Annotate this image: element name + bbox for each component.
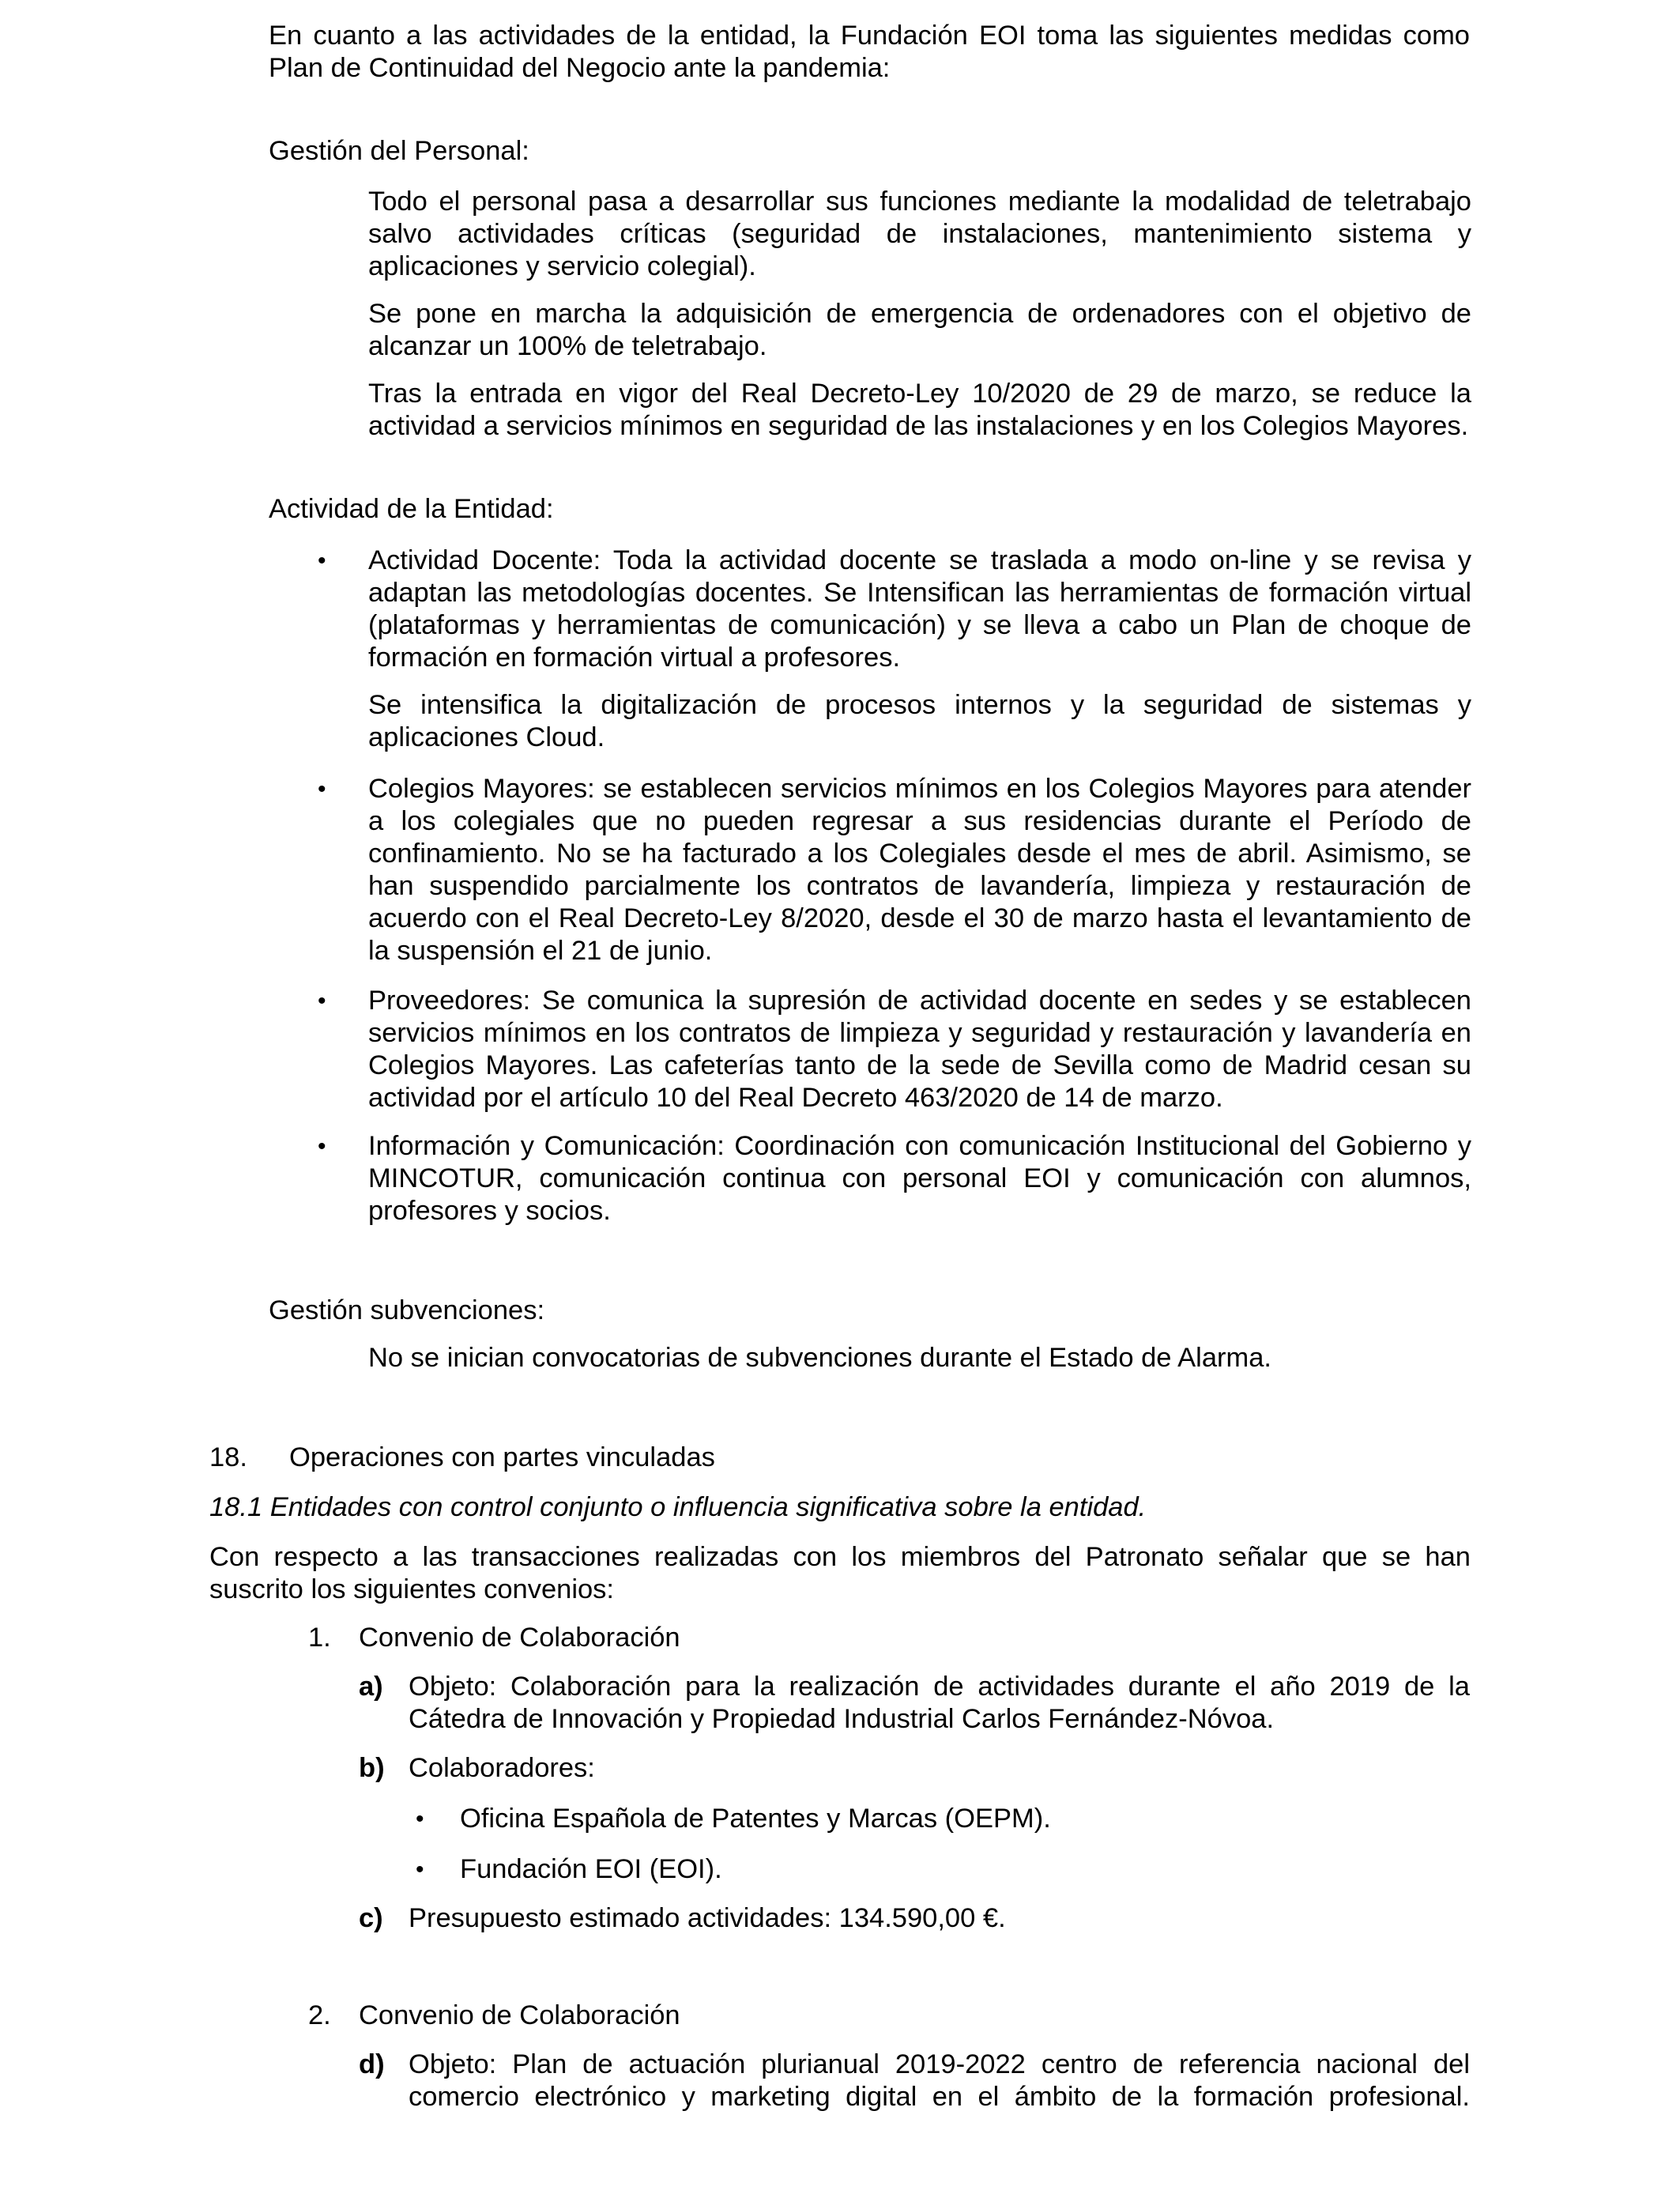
convenio-number: 1. (308, 1623, 331, 1653)
heading-gestion-personal: Gestión del Personal: (269, 136, 529, 166)
item-label-d: d) (359, 2049, 385, 2079)
bullet-marker: • (416, 1806, 424, 1832)
convenio-1-colaboradores: Colaboradores: (409, 1753, 595, 1783)
bullet-marker: • (318, 548, 326, 574)
intro-paragraph: En cuanto a las actividades de la entidad, la Fundación EOI toma las siguientes medidas como Plan de Continuidad del Negocio ante la pandemia: (269, 21, 1470, 83)
section-subtitle: 18.1 Entidades con control conjunto o influencia significativa sobre la entidad. (209, 1492, 1147, 1522)
item-label-c: c) (359, 1903, 383, 1933)
convenio-title: Convenio de Colaboración (359, 2000, 680, 2030)
actividad-item-proveedores: Proveedores: Se comunica la supresión de actividad docente en sedes y se establecen servicios mínimos en los contratos de limpieza y seguridad y restauración y lavandería en Colegios Mayores. Las cafeterías tanto de la sede de Sevilla como de Madrid cesan su actividad por el artículo 10 del Real Decreto 463/2020 de 14 de marzo. (368, 986, 1471, 1113)
actividad-item-digitalizacion: Se intensifica la digitalización de procesos internos y la seguridad de sistemas y aplicaciones Cloud. (368, 690, 1471, 752)
convenio-title: Convenio de Colaboración (359, 1623, 680, 1653)
item-label-a: a) (359, 1672, 383, 1702)
heading-gestion-subvenciones: Gestión subvenciones: (269, 1295, 545, 1325)
section-number: 18. (209, 1442, 247, 1472)
section-intro: Con respecto a las transacciones realizadas con los miembros del Patronato señalar que se han suscrito los siguientes convenios: (209, 1542, 1471, 1604)
convenio-2-objeto: Objeto: Plan de actuación plurianual 2019-2022 centro de referencia nacional del comercio electrónico y marketing digital en el ámbito de la formación profesional. (409, 2049, 1470, 2112)
actividad-item-docente: Actividad Docente: Toda la actividad docente se traslada a modo on-line y se revisa y adaptan las metodologías docentes. Se Intensifican las herramientas de formación virtual (plataformas y herramientas de comunicación) y se lleva a cabo un Plan de choque de formación en formación virtual a profesores. (368, 545, 1471, 673)
collaborator-item: Fundación EOI (EOI). (460, 1854, 722, 1884)
personal-paragraph-2: Se pone en marcha la adquisición de emergencia de ordenadores con el objetivo de alcanzar un 100% de teletrabajo. (368, 299, 1471, 361)
item-label-b: b) (359, 1753, 385, 1783)
personal-paragraph-1: Todo el personal pasa a desarrollar sus funciones mediante la modalidad de teletrabajo salvo actividades críticas (seguridad de instalaciones, mantenimiento sistema y aplicaciones y servicio colegial). (368, 187, 1471, 281)
actividad-item-colegios: Colegios Mayores: se establecen servicios mínimos en los Colegios Mayores para atender a los colegiales que no pueden regresar a sus residencias durante el Período de confinamiento. No se ha facturado a los Colegiales desde el mes de abril. Asimismo, se han suspendido parcialmente los contratos de lavandería, limpieza y restauración de acuerdo con el Real Decreto-Ley 8/2020, desde el 30 de marzo hasta el levantamiento de la suspensión el 21 de junio. (368, 774, 1471, 966)
convenio-number: 2. (308, 2000, 331, 2030)
bullet-marker: • (318, 1133, 326, 1159)
collaborator-item: Oficina Española de Patentes y Marcas (OEPM). (460, 1804, 1051, 1834)
actividad-item-informacion: Información y Comunicación: Coordinación con comunicación Institucional del Gobierno y MINCOTUR, comunicación continua con personal EOI y comunicación con alumnos, profesores y socios. (368, 1131, 1471, 1226)
bullet-marker: • (416, 1857, 424, 1883)
convenio-1-presupuesto: Presupuesto estimado actividades: 134.590,00 €. (409, 1903, 1006, 1933)
subvenciones-text: No se inician convocatorias de subvenciones durante el Estado de Alarma. (368, 1343, 1272, 1373)
heading-actividad-entidad: Actividad de la Entidad: (269, 494, 554, 524)
bullet-marker: • (318, 988, 326, 1014)
personal-paragraph-3: Tras la entrada en vigor del Real Decreto-Ley 10/2020 de 29 de marzo, se reduce la actividad a servicios mínimos en seguridad de las instalaciones y en los Colegios Mayores. (368, 379, 1471, 441)
convenio-1-objeto: Objeto: Colaboración para la realización de actividades durante el año 2019 de la Cátedra de Innovación y Propiedad Industrial Carlos Fernández-Nóvoa. (409, 1672, 1470, 1734)
section-title: Operaciones con partes vinculadas (289, 1442, 715, 1472)
bullet-marker: • (318, 776, 326, 802)
